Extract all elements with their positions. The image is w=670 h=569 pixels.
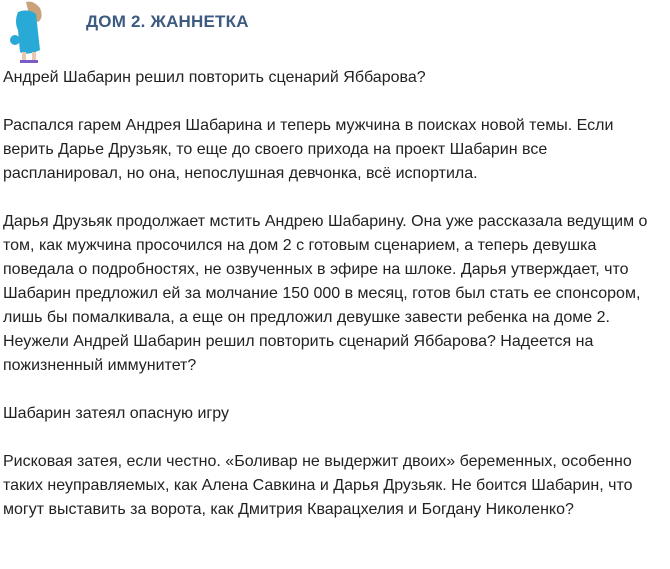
article-paragraph: Распался гарем Андрея Шабарина и теперь мужчина в поисках новой темы. Если верить Дарье Друзьяк, то еще до своего прихода на проект Шабарин все распланировал, но она, непослушная девчонка, всё испортила. (3, 117, 614, 182)
site-header (0, 0, 670, 66)
woman-in-blue-dress-logo[interactable] (6, 0, 50, 64)
article-body (0, 66, 667, 522)
article-subheading: Шабарин затеял опасную игру (3, 405, 229, 422)
article-paragraph: Дарья Друзьяк продолжает мстить Андрею Шабарину. Она уже рассказала ведущим о том, как мужчина просочился на дом 2 с готовым сценарием, а теперь девушка поведала о подробностях, не озвученных в эфире на шлоке. Дарья утверждает, что Шабарин предложил ей за молчание 150 000 в месяц, готов был стать ее спонсором, лишь бы помалкивала, а еще он предложил девушке завести ребенка на доме 2. Неужели Андрей Шабарин решил повторить сценарий Яббарова? Надеется на пожизненный иммунитет? (3, 213, 648, 374)
article-paragraph: Рисковая затея, если честно. «Боливар не выдержит двоих» беременных, особенно таких неуправляемых, как Алена Савкина и Дарья Друзьяк. Не боится Шабарин, что могут выставить за ворота, как Дмитрия Кварацхелия и Богдану Николенко? (3, 453, 633, 518)
site-title[interactable]: ДОМ 2. ЖАННЕТКА (86, 12, 249, 31)
article-headline: Андрей Шабарин решил повторить сценарий Яббарова? (3, 69, 426, 86)
